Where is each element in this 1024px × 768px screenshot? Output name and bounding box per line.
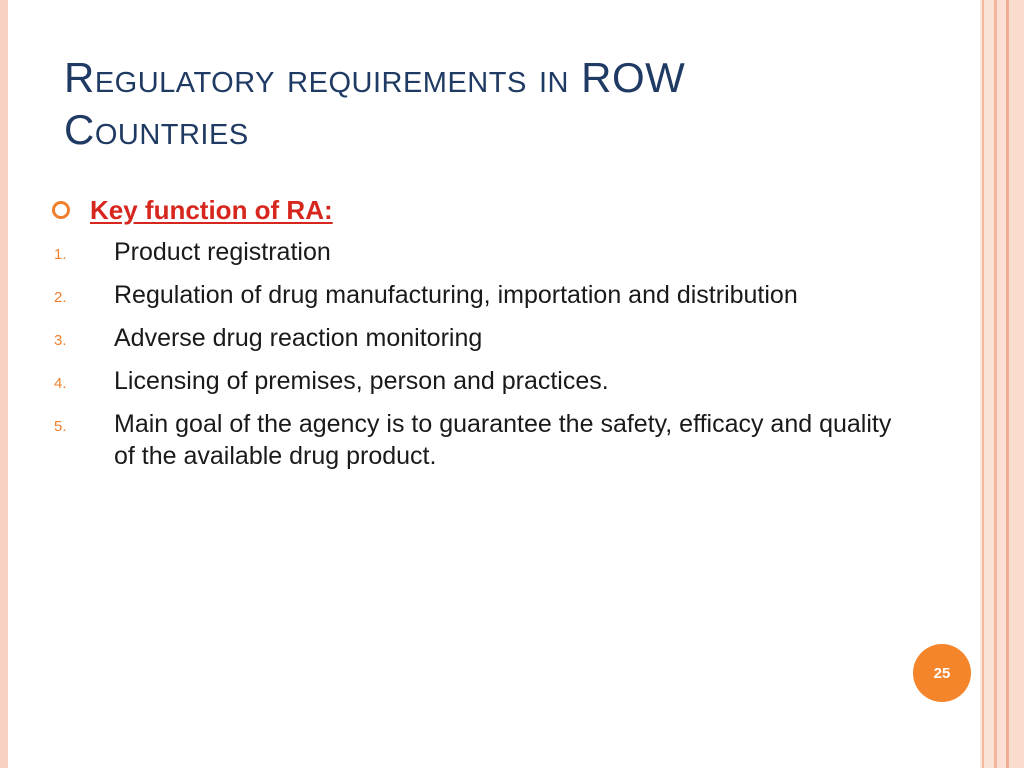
list-item (52, 236, 892, 268)
key-function-heading: Key function of RA: (90, 194, 333, 225)
key-function-row (52, 190, 333, 230)
list-item-number: 2. (54, 289, 67, 306)
list-item-number: 1. (54, 246, 67, 263)
list-item-number: 4. (54, 375, 67, 392)
page-number-badge: 25 (913, 644, 971, 702)
ring-bullet-icon (52, 201, 70, 219)
list-item (52, 279, 892, 311)
function-list (52, 236, 892, 483)
list-item-text: Adverse drug reaction monitoring (114, 324, 483, 352)
list-item-number: 5. (54, 418, 67, 435)
list-item-number: 3. (54, 332, 67, 349)
list-item-text: Regulation of drug manufacturing, importation and distribution (114, 281, 798, 309)
slide-title-line1: Regulatory requirements in ROW (64, 54, 686, 101)
right-frame-border (980, 0, 1024, 768)
list-item (52, 408, 892, 472)
list-item-text: Product registration (114, 238, 331, 266)
list-item (52, 322, 892, 354)
list-item-text: Licensing of premises, person and practices. (114, 367, 609, 395)
list-item (52, 365, 892, 397)
list-item-text: Main goal of the agency is to guarantee the safety, efficacy and quality of the available drug product. (114, 410, 892, 470)
slide-title (64, 52, 864, 156)
slide-title-line2: Countries (64, 106, 249, 153)
slide (8, 0, 980, 768)
